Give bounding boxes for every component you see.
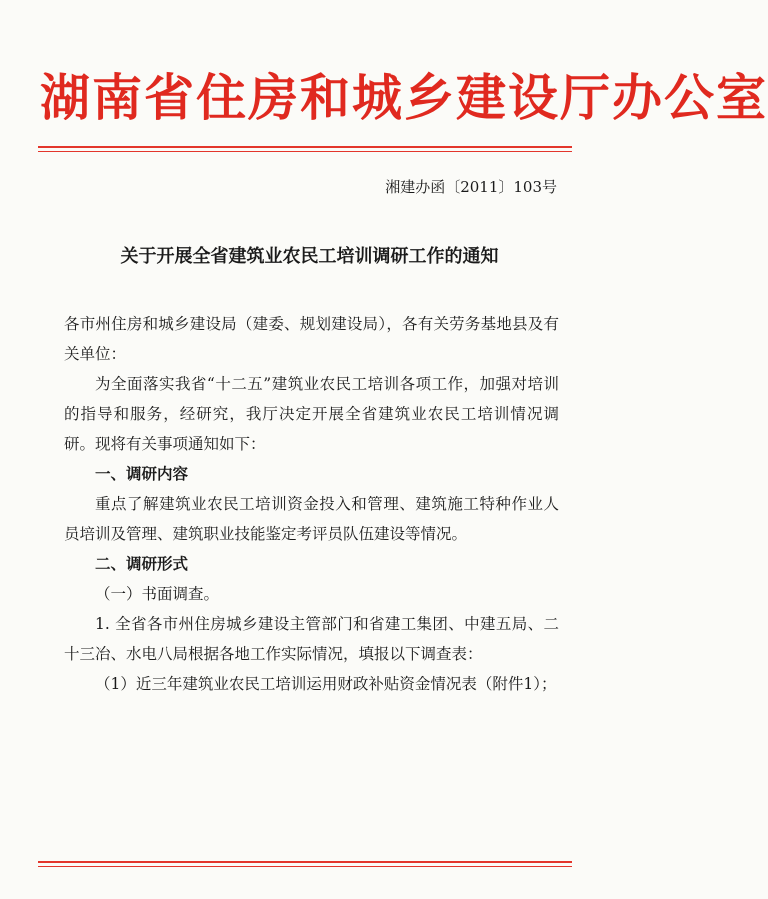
salutation: 各市州住房和城乡建设局（建委、规划建设局），各有关劳务基地县及有关单位： [64,315,559,363]
footer-rule-thick [38,861,572,863]
notice-body [64,309,559,699]
section-2-heading: 二、调研形式 [95,555,189,573]
notice-title: 关于开展全省建筑业农民工培训调研工作的通知 [120,246,499,267]
footer-rule-thin [38,866,572,867]
item-1: 1. 全省各市州住房城乡建设主管部门和省建工集团、中建五局、二十三冶、水电八局根据各地工作实际情况，填报以下调查表： [64,615,559,663]
header-rule-thick [38,146,572,148]
header-rule-thin [38,151,572,152]
document-number: 湘建办函〔2011〕103号 [385,178,557,196]
section-1-heading: 一、调研内容 [95,465,189,483]
subsection-1: （一）书面调查。 [95,585,220,603]
section-1-text: 重点了解建筑业农民工培训资金投入和管理、建筑施工特种作业人员培训及管理、建筑职业技能鉴定考评员队伍建设等情况。 [64,495,559,543]
intro-paragraph: 为全面落实我省“十二五”建筑业农民工培训各项工作，加强对培训的指导和服务，经研究，我厅决定开展全省建筑业农民工培训情况调研。现将有关事项通知如下： [64,375,559,453]
item-1-sub-1: （1）近三年建筑业农民工培训运用财政补贴资金情况表（附件1）； [95,675,557,693]
issuing-office-header: 湖南省住房和城乡建设厅办公室 [40,69,768,127]
